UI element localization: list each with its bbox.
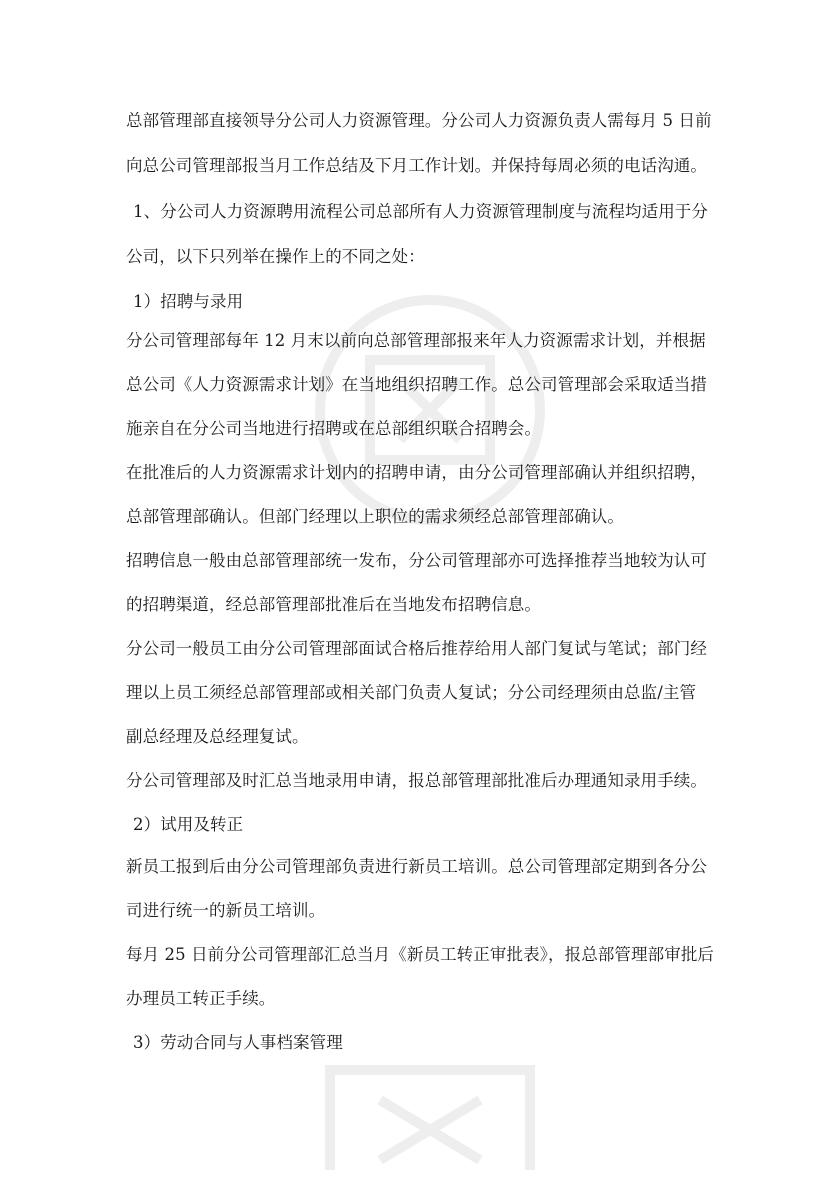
- paragraph-line: 每月 25 日前分公司管理部汇总当月《新员工转正审批表》，报总部管理部审批后: [126, 945, 715, 964]
- subsection-heading: 1）招聘与录用: [133, 292, 244, 311]
- subsection-heading: 2）试用及转正: [133, 815, 244, 834]
- paragraph-line: 副总经理及总经理复试。: [126, 727, 309, 746]
- paragraph-line: 向总公司管理部报当月工作总结及下月工作计划。并保持每周必须的电话沟通。: [126, 156, 707, 175]
- paragraph-line: 新员工报到后由分公司管理部负责进行新员工培训。总公司管理部定期到各分公: [126, 857, 707, 876]
- paragraph-line: 总公司《人力资源需求计划》在当地组织招聘工作。总公司管理部会采取适当措: [126, 375, 707, 394]
- paragraph-line: 办理员工转正手续。: [126, 989, 276, 1008]
- paragraph-line: 分公司管理部及时汇总当地录用申请，报总部管理部批准后办理通知录用手续。: [126, 771, 707, 790]
- paragraph-line: 招聘信息一般由总部管理部统一发布，分公司管理部亦可选择推荐当地较为认可: [126, 551, 707, 570]
- paragraph-line: 的招聘渠道，经总部管理部批准后在当地发布招聘信息。: [126, 595, 541, 614]
- paragraph-line: 分公司一般员工由分公司管理部面试合格后推荐给用人部门复试与笔试；部门经: [126, 639, 707, 658]
- paragraph-line: 总部管理部确认。但部门经理以上职位的需求须经总部管理部确认。: [126, 507, 624, 526]
- paragraph-line: 施亲自在分公司当地进行招聘或在总部组织联合招聘会。: [126, 419, 541, 438]
- paragraph-line: 司进行统一的新员工培训。: [126, 901, 326, 920]
- paragraph-line: 分公司管理部每年 12 月末以前向总部管理部报来年人力资源需求计划，并根据: [126, 331, 706, 350]
- paragraph-line: 理以上员工须经总部管理部或相关部门负责人复试；分公司经理须由总监/主管: [126, 683, 697, 702]
- subsection-heading: 3）劳动合同与人事档案管理: [133, 1033, 343, 1052]
- paragraph-line: 在批准后的人力资源需求计划内的招聘申请，由分公司管理部确认并组织招聘，: [126, 463, 707, 482]
- section-heading: 1、分公司人力资源聘用流程公司总部所有人力资源管理制度与流程均适用于分: [133, 202, 708, 221]
- paragraph-line: 公司，以下只列举在操作上的不同之处：: [126, 247, 425, 266]
- paragraph-line: 总部管理部直接领导分公司人力资源管理。分公司人力资源负责人需每月 5 日前: [126, 111, 712, 130]
